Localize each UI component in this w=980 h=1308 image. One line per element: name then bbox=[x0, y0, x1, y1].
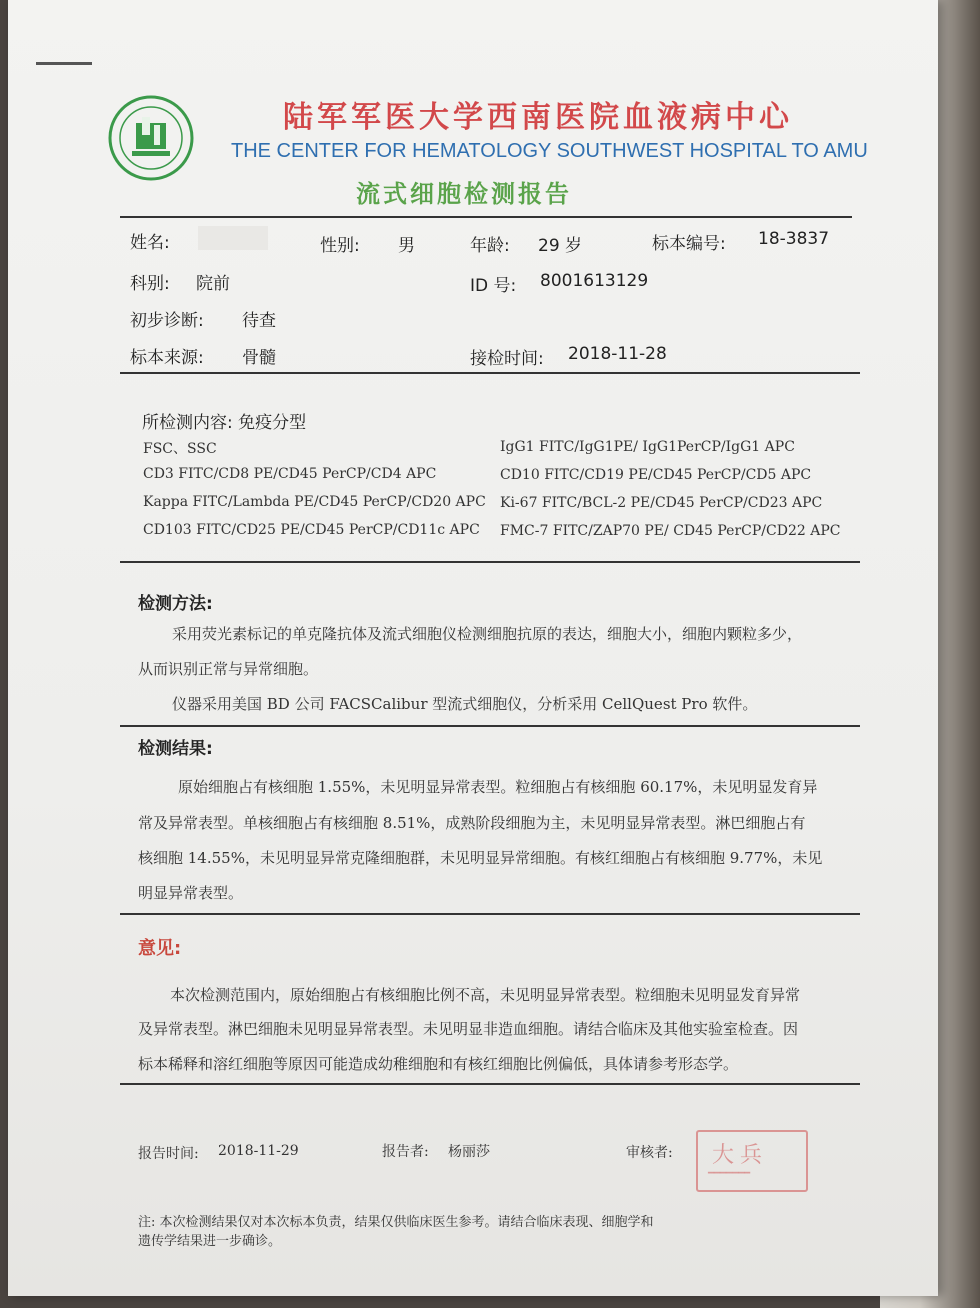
panel-item: CD10 FITC/CD19 PE/CD45 PerCP/CD5 APC bbox=[500, 467, 812, 483]
age-label: 年龄: bbox=[470, 236, 510, 256]
age-value: 29 岁 bbox=[538, 236, 583, 256]
reviewer-stamp bbox=[696, 1130, 808, 1192]
panel-item: FMC-7 FITC/ZAP70 PE/ CD45 PerCP/CD22 APC bbox=[500, 523, 841, 539]
results-heading: 检测结果: bbox=[138, 739, 213, 759]
divider bbox=[120, 1083, 860, 1085]
sample-no-value: 18-3837 bbox=[758, 229, 830, 249]
divider bbox=[120, 725, 860, 727]
divider bbox=[120, 913, 860, 915]
panel-item: Ki-67 FITC/BCL-2 PE/CD45 PerCP/CD23 APC bbox=[500, 495, 823, 511]
report-time-value: 2018-11-29 bbox=[218, 1143, 299, 1159]
panel-item: FSC、SSC bbox=[143, 441, 217, 457]
note-line: 注: 本次检测结果仅对本次标本负责，结果仅供临床医生参考。请结合临床表现、细胞学和 bbox=[138, 1215, 654, 1230]
report-time-label: 报告时间: bbox=[138, 1146, 199, 1162]
hospital-logo bbox=[108, 95, 194, 181]
sample-no-label: 标本编号: bbox=[652, 234, 726, 254]
method-heading: 检测方法: bbox=[138, 594, 213, 614]
hospital-title-en: THE CENTER FOR HEMATOLOGY SOUTHWEST HOSPITAL TO AMU bbox=[231, 140, 868, 162]
punch-mark bbox=[36, 62, 92, 65]
panel-item: CD3 FITC/CD8 PE/CD45 PerCP/CD4 APC bbox=[143, 466, 437, 482]
results-line: 明显异常表型。 bbox=[138, 884, 244, 902]
reporter-label: 报告者: bbox=[382, 1144, 429, 1160]
opinion-line: 标本稀释和溶红细胞等原因可能造成幼稚细胞和有核红细胞比例偏低，具体请参考形态学。 bbox=[138, 1055, 739, 1073]
id-value: 8001613129 bbox=[540, 271, 649, 291]
source-value: 骨髓 bbox=[242, 348, 276, 368]
id-label: ID 号: bbox=[470, 276, 517, 296]
divider bbox=[120, 216, 852, 218]
reviewer-label: 审核者: bbox=[626, 1145, 673, 1161]
opinion-line: 本次检测范围内，原始细胞占有核细胞比例不高，未见明显异常表型。粒细胞未见明显发育异常 bbox=[170, 986, 801, 1004]
reporter-value: 杨丽莎 bbox=[448, 1144, 490, 1160]
method-line: 从而识别正常与异常细胞。 bbox=[138, 660, 319, 678]
report-title: 流式细胞检测报告 bbox=[356, 180, 572, 208]
opinion-line: 及异常表型。淋巴细胞未见明显异常表型。未见明显非造血细胞。请结合临床及其他实验室检查。因 bbox=[138, 1020, 799, 1038]
divider bbox=[120, 561, 860, 563]
received-value: 2018-11-28 bbox=[568, 344, 667, 364]
divider bbox=[120, 372, 860, 374]
panel-item: Kappa FITC/Lambda PE/CD45 PerCP/CD20 APC bbox=[143, 494, 486, 510]
panel-item: IgG1 FITC/IgG1PE/ IgG1PerCP/IgG1 APC bbox=[500, 439, 795, 455]
results-line: 原始细胞占有核细胞 1.55%，未见明显异常表型。粒细胞占有核细胞 60.17%，未见明显发育异 bbox=[178, 778, 818, 796]
dept-label: 科别: bbox=[130, 274, 170, 294]
results-line: 常及异常表型。单核细胞占有核细胞 8.51%，成熟阶段细胞为主，未见明显异常表型。淋巴细胞占有 bbox=[138, 814, 806, 832]
gender-label: 性别: bbox=[320, 236, 360, 256]
redacted-name bbox=[198, 226, 268, 250]
method-line: 仪器采用美国 BD 公司 FACSCalibur 型流式细胞仪，分析采用 CellQuest Pro 软件。 bbox=[172, 695, 758, 713]
stamp-seal-mark: ━━━━━━━ bbox=[708, 1168, 751, 1179]
received-label: 接检时间: bbox=[470, 349, 544, 369]
panels-heading: 所检测内容: 免疫分型 bbox=[142, 413, 307, 433]
gender-value: 男 bbox=[398, 236, 415, 256]
method-line: 采用荧光素标记的单克隆抗体及流式细胞仪检测细胞抗原的表达，细胞大小，细胞内颗粒多少， bbox=[172, 625, 803, 643]
stamp-text: 大兵 bbox=[712, 1143, 769, 1168]
source-label: 标本来源: bbox=[130, 348, 204, 368]
dept-value: 院前 bbox=[196, 274, 230, 294]
results-line: 核细胞 14.55%，未见明显异常克隆细胞群，未见明显异常细胞。有核红细胞占有核细胞 9.77%，未见 bbox=[138, 849, 823, 867]
hospital-title-cn: 陆军军医大学西南医院血液病中心 bbox=[283, 100, 793, 135]
diagnosis-value: 待查 bbox=[242, 311, 276, 331]
note-line: 遗传学结果进一步确诊。 bbox=[138, 1234, 282, 1249]
diagnosis-label: 初步诊断: bbox=[130, 311, 204, 331]
name-label: 姓名: bbox=[130, 233, 170, 253]
report-page bbox=[8, 0, 938, 1296]
panel-item: CD103 FITC/CD25 PE/CD45 PerCP/CD11c APC bbox=[143, 522, 480, 538]
opinion-heading: 意见: bbox=[138, 938, 182, 959]
